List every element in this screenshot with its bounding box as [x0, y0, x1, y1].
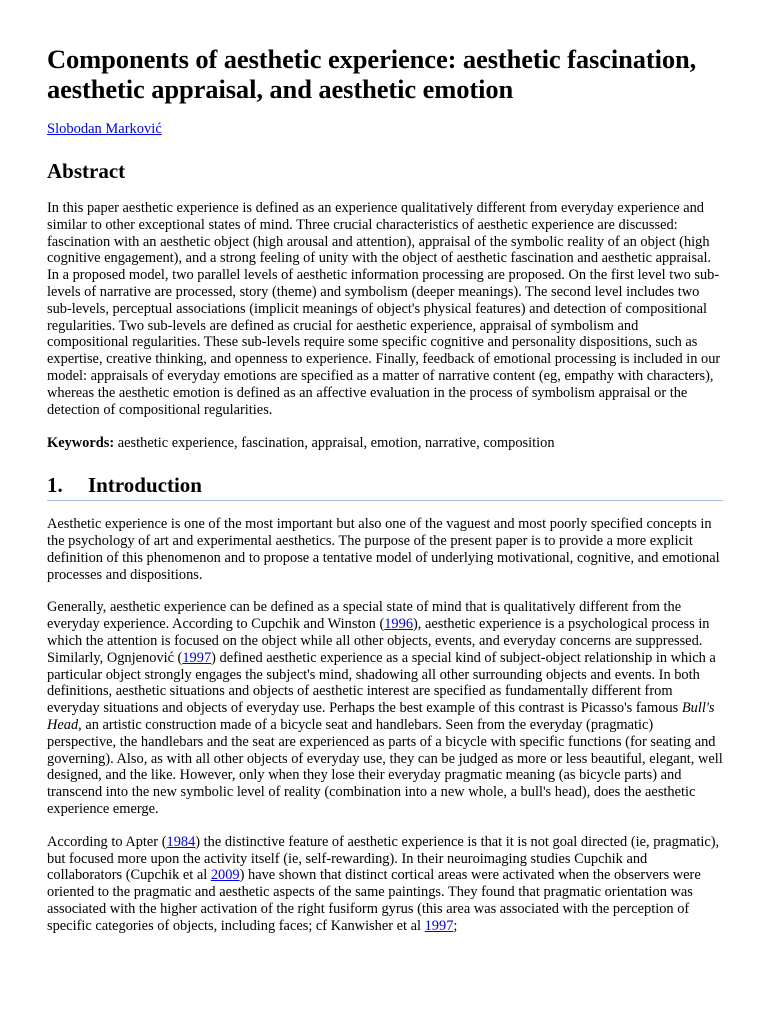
artwork-title: Bull's Head: [47, 700, 715, 733]
keywords-line: [47, 435, 723, 452]
citation-link-1996[interactable]: 1996: [384, 616, 414, 633]
intro-paragraph-1: Aesthetic experience is one of the most important but also one of the vaguest and most poorly specified concepts in the psychology of art and experimental aesthetics. The purpose of the present paper is to provide a more explicit definition of this phenomenon and to propose a tentative model of underlying motivational, cognitive, and emotional processes and dispositions.: [47, 516, 720, 583]
keywords-list: aesthetic experience, fascination, appraisal, emotion, narrative, composition: [117, 435, 555, 452]
section-heading-introduction: [47, 472, 723, 501]
abstract-text: In this paper aesthetic experience is defined as an experience qualitatively different from everyday experience and similar to other exceptional states of mind. Three crucial characteristics of aesthetic experience are discussed: fascination with an aesthetic object (high arousal and attention), appraisal of the symbolic reality of an object (high cognitive engagement), and a strong feeling of unity with the object of aesthetic fascination and aesthetic appraisal. In a proposed model, two parallel levels of aesthetic information processing are proposed. On the first level two sub-levels of narrative are processed, story (theme) and symbolism (deeper meanings). The second level includes two sub-levels, perceptual associations (implicit meanings of object's physical features) and detection of compositional regularities. Two sub-levels are defined as crucial for aesthetic experience, appraisal of symbolism and compositional regularities. These sub-levels require some specific cognitive and personality dispositions, such as expertise, creative thinking, and openness to experience. Finally, feedback of emotional processing is included in our model: appraisals of everyday emotions are specified as a matter of narrative content (eg, empathy with characters), whereas the aesthetic emotion is defined as an affective evaluation in the process of symbolism appraisal or the detection of compositional regularities.: [47, 200, 721, 418]
section-title: Introduction: [88, 473, 202, 498]
text-run: According to Apter (: [47, 833, 167, 850]
citation-link-2009[interactable]: 2009: [210, 867, 240, 884]
text-run: ) have shown that distinct cortical areas were activated when the observers were oriented to the pragmatic and aesthetic aspects of the same paintings. They found that pragmatic orientation was associated with the higher activation of the right fusiform gyrus (this area was associated with the perception of specific categories of objects, including faces; cf Kanwisher et al: [47, 867, 701, 934]
author-line: [47, 120, 723, 138]
text-run: ), aesthetic experience is a psychological process in which the attention is focused on the object while all other objects, events, and everyday concerns are suppressed. Similarly, Ognjenović (: [47, 616, 710, 666]
text-run: ) the distinctive feature of aesthetic experience is that it is not goal directed (ie, pragmatic), but focused more upon the activity itself (ie, self-rewarding). In their neuroimaging studies Cupchik and collaborators (Cupchik et al: [47, 833, 720, 884]
intro-paragraph-3: [47, 834, 723, 935]
citation-link-1997-kanwisher[interactable]: 1997: [424, 917, 454, 934]
text-run: ) defined aesthetic experience as a special kind of subject-object relationship in which a particular object strongly engages the subject's mind, shadowing all other surrounding objects and events. In both definitions, aesthetic situations and objects of aesthetic interest are specified as fundamentally different from everyday situations and objects of everyday use. Perhaps the best example of this contrast is Picasso's famous: [47, 649, 716, 717]
abstract-heading: Abstract: [47, 159, 126, 183]
article-body: [47, 40, 723, 934]
author-link[interactable]: Slobodan Marković: [47, 121, 162, 137]
text-run: Generally, aesthetic experience can be defined as a special state of mind that is qualitatively different from the everyday experience. According to Cupchik and Winston (: [47, 599, 682, 633]
citation-link-1984[interactable]: 1984: [166, 833, 196, 850]
text-run: ;: [453, 917, 458, 934]
citation-link-1997[interactable]: 1997: [182, 649, 212, 666]
section-number: 1.: [47, 473, 63, 498]
text-run: , an artistic construction made of a bicycle seat and handlebars. Seen from the everyday (pragmatic) perspective, the handlebars and the seat are experienced as parts of a bicycle with specific functions (for seating and governing). Also, as with all other objects of everyday use, they can be judged as more or less beautiful, elegant, well designed, and the like. However, only when they lose their everyday pragmatic meaning (as bicycle parts) and transcend into the new symbolic level of reality (combination into a new whole, a bull's head), does the aesthetic experience emerge.: [47, 716, 723, 817]
intro-paragraph-2: [47, 599, 723, 817]
keywords-label: Keywords:: [47, 435, 115, 452]
paper-title: Components of aesthetic experience: aesthetic fascination, aesthetic appraisal, and aesthetic emotion: [47, 44, 697, 104]
